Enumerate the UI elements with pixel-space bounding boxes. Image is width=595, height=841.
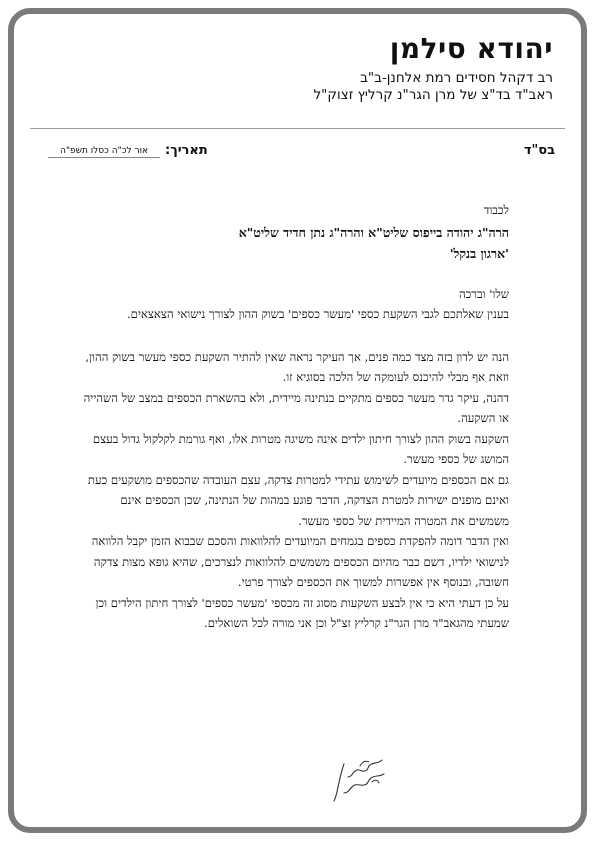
- salutation-to: לכבוד: [483, 203, 509, 217]
- spacer: [83, 264, 509, 284]
- paragraph-6: על כן דעתי היא כי אין לבצע השקעות מסוג זה מכספי 'מעשר כספים' לצורך חיתון הילדים וכן שמעתי מהגאב"ד מרן הגר"נ קרליץ זצ"ל וכן אני מורה לכל השואלים.: [95, 595, 509, 630]
- letterhead-subtitle-2: ראב"ד בד"צ של מרן הגר"נ קרליץ זצוק"ל: [313, 87, 553, 103]
- addressee-line-1: הרה"ג יהודה בייפוס שליט"א והרה"ג נתן חדיד שליט"א: [238, 224, 509, 240]
- spacer: [83, 325, 509, 347]
- paragraph-1: הנה יש לדון בזה מצד כמה פנים, אך העיקר נראה שאין להתיר השקעת כספי מעשר בשוק ההון, וזאת אף מבלי להיכנס לעומקה של הלכה בסוגיא זו.: [85, 349, 509, 384]
- intro-paragraph: בענין שאלתכם לגבי השקעת כספי 'מעשר כספים' בשוק ההון לצורך נישואי הצאצאים.: [126, 307, 509, 321]
- signature-scribble: [320, 752, 400, 804]
- date-value: אור לכ"ה כסלו תשפ"ה: [48, 146, 160, 158]
- date-label: תאריך:: [165, 143, 208, 158]
- letterhead-name: יהודא סילמן: [389, 32, 553, 65]
- handwritten-signature: [320, 752, 400, 808]
- bsd-mark: בס"ד: [523, 143, 555, 158]
- paragraph-2: דהנה, עיקר גדר מעשר כספים מתקיים בנתינה מיידית, ולא בהשארת הכספים במצב של השהייה או השקעה.: [83, 390, 509, 425]
- paragraph-4: גם אם הכספים מיועדים לשימוש עתידי למטרות צדקה, עצם העובדה שהכספים מושקעים כעת ואינם מופנים ישירות למטרת הצדקה, הדבר פוגע במהות של הנתינה, שכן הכספים אינם משמשים את המטרה המיידית של כספי מעשר.: [87, 472, 509, 528]
- addressee-line-2: 'ארגון בנקל': [449, 245, 509, 261]
- paragraph-5: ואין הדבר דומה להפקדת כספים בגמחים המיועדים להלוואות והסכם שבבוא הזמן יקבל הלוואה לנישואי ילדיו, דשם כבר מהיום הכספים משמשים להלוואות לנצרכים, שהיא גופא מצות צדקה חשובה, ובנוסף אין אפשרות למשוך את הכספים לצורך פרטי.: [91, 534, 509, 589]
- letterhead-subtitle-1: רב דקהל חסידים רמת אלחנן-ב"ב: [360, 70, 553, 86]
- paragraph-3: השקעה בשוק ההון לצורך חיתון ילדים אינה משיגה מטרות אלו, ואף גורמת לקלקול גדול בעצם המושג של כספי מעשר.: [92, 431, 509, 466]
- letter-body: [83, 200, 509, 634]
- header-divider: [30, 128, 565, 129]
- greeting: שלו' וברכה: [458, 286, 509, 301]
